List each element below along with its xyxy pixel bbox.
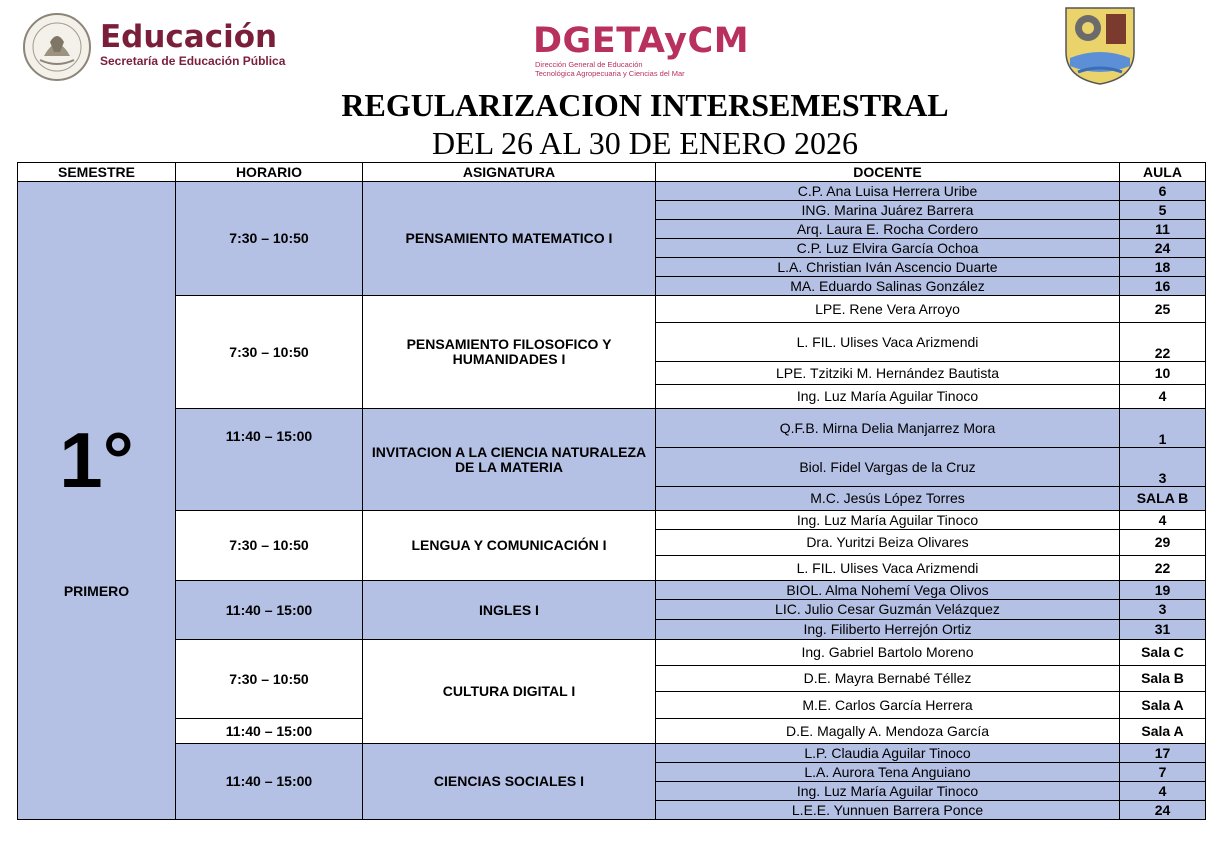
aula-cell: 3 [1120,448,1206,487]
horario-cell: 7:30 – 10:50 [176,511,363,581]
aula-cell: Sala B [1120,666,1206,692]
aula-cell: 24 [1120,801,1206,820]
column-header: SEMESTRE [18,163,176,182]
aula-cell: 19 [1120,581,1206,600]
sep-logo [22,10,302,82]
horario-cell: 7:30 – 10:50 [176,182,363,296]
docente-cell: Ing. Luz María Aguilar Tinoco [656,782,1120,801]
asignatura-cell: PENSAMIENTO MATEMATICO I [363,182,656,296]
aula-cell: Sala C [1120,640,1206,666]
docente-cell: Q.F.B. Mirna Delia Manjarrez Mora [656,409,1120,448]
docente-cell: BIOL. Alma Nohemí Vega Olivos [656,581,1120,600]
asignatura-cell: CIENCIAS SOCIALES I [363,744,656,820]
aula-cell: Sala A [1120,692,1206,719]
horario-cell: 11:40 – 15:00 [176,744,363,820]
table-header-row [18,163,1206,182]
semestre-name: PRIMERO [63,583,130,599]
semestre-cell [18,182,176,820]
docente-cell: Ing. Filiberto Herrejón Ortiz [656,620,1120,640]
asignatura-cell: INGLES I [363,581,656,640]
aula-cell: 3 [1120,600,1206,620]
aula-cell: 10 [1120,362,1206,385]
dgetaycm-title: DGETAyCM [533,21,750,61]
school-crest-icon [1058,2,1142,86]
docente-cell: L.P. Claudia Aguilar Tinoco [656,744,1120,763]
aula-cell: 25 [1120,296,1206,323]
docente-cell: D.E. Mayra Bernabé Téllez [656,666,1120,692]
docente-cell: M.E. Carlos García Herrera [656,692,1120,719]
table-row [18,744,1206,763]
docente-cell: Biol. Fidel Vargas de la Cruz [656,448,1120,487]
horario-cell: 11:40 – 15:00 [176,719,363,744]
document-subtitle: DEL 26 AL 30 DE ENERO 2026 [431,125,859,161]
aula-cell: 6 [1120,182,1206,201]
docente-cell: LPE. Rene Vera Arroyo [656,296,1120,323]
horario-cell: 11:40 – 15:00 [176,409,363,511]
docente-cell: L. FIL. Ulises Vaca Arizmendi [656,556,1120,581]
aula-cell: 4 [1120,511,1206,530]
aula-cell: 18 [1120,258,1206,277]
column-header: ASIGNATURA [363,163,656,182]
dgetaycm-logo [533,22,783,84]
docente-cell: L.A. Aurora Tena Anguiano [656,763,1120,782]
docente-cell: MA. Eduardo Salinas González [656,277,1120,296]
table-row [18,296,1206,323]
docente-cell: ING. Marina Juárez Barrera [656,201,1120,220]
docente-cell: LIC. Julio Cesar Guzmán Velázquez [656,600,1120,620]
aula-cell: 5 [1120,201,1206,220]
asignatura-cell: INVITACION A LA CIENCIA NATURALEZA DE LA MATERIA [363,409,656,511]
asignatura-cell: CULTURA DIGITAL I [363,640,656,744]
aula-cell: 7 [1120,763,1206,782]
aula-cell: 11 [1120,220,1206,239]
aula-cell: 17 [1120,744,1206,763]
docente-cell: D.E. Magally A. Mendoza García [656,719,1120,744]
document-title: REGULARIZACION INTERSEMESTRAL [341,87,949,123]
column-header: AULA [1120,163,1206,182]
docente-cell: Ing. Gabriel Bartolo Moreno [656,640,1120,666]
dgetaycm-sub1: Dirección General de Educación [535,60,643,69]
table-row [18,182,1206,201]
aula-cell: 29 [1120,530,1206,556]
sep-text [100,20,285,68]
aula-cell: 22 [1120,323,1206,362]
docente-cell: Ing. Luz María Aguilar Tinoco [656,385,1120,409]
table-row [18,581,1206,600]
aula-cell: 4 [1120,782,1206,801]
column-header: HORARIO [176,163,363,182]
aula-cell: Sala A [1120,719,1206,744]
aula-cell: 31 [1120,620,1206,640]
aula-cell: 4 [1120,385,1206,409]
aula-cell: 22 [1120,556,1206,581]
docente-cell: Ing. Luz María Aguilar Tinoco [656,511,1120,530]
docente-cell: L.A. Christian Iván Ascencio Duarte [656,258,1120,277]
semestre-number: 1° [59,416,134,504]
docente-cell: M.C. Jesús López Torres [656,487,1120,511]
docente-cell: Dra. Yuritzi Beiza Olivares [656,530,1120,556]
docente-cell: Arq. Laura E. Rocha Cordero [656,220,1120,239]
aula-cell: 16 [1120,277,1206,296]
docente-cell: L.E.E. Yunnuen Barrera Ponce [656,801,1120,820]
schedule-table [17,162,1206,820]
docente-cell: C.P. Ana Luisa Herrera Uribe [656,182,1120,201]
table-row [18,409,1206,448]
aula-cell: 1 [1120,409,1206,448]
horario-cell: 7:30 – 10:50 [176,640,363,719]
horario-cell: 7:30 – 10:50 [176,296,363,409]
asignatura-cell: LENGUA Y COMUNICACIÓN I [363,511,656,581]
mexico-seal-icon [22,12,92,82]
table-row [18,511,1206,530]
docente-cell: LPE. Tzitziki M. Hernández Bautista [656,362,1120,385]
sep-subtitle: Secretaría de Educación Pública [100,54,286,68]
dgetaycm-sub2: Tecnológica Agropecuaria y Ciencias del Mar [535,69,685,78]
sep-title: Educación [100,19,278,55]
horario-cell: 11:40 – 15:00 [176,581,363,640]
aula-cell: 24 [1120,239,1206,258]
docente-cell: L. FIL. Ulises Vaca Arizmendi [656,323,1120,362]
asignatura-cell: PENSAMIENTO FILOSOFICO Y HUMANIDADES I [363,296,656,409]
document-header [0,0,1220,160]
table-row [18,640,1206,666]
aula-cell: SALA B [1120,487,1206,511]
column-header: DOCENTE [656,163,1120,182]
docente-cell: C.P. Luz Elvira García Ochoa [656,239,1120,258]
